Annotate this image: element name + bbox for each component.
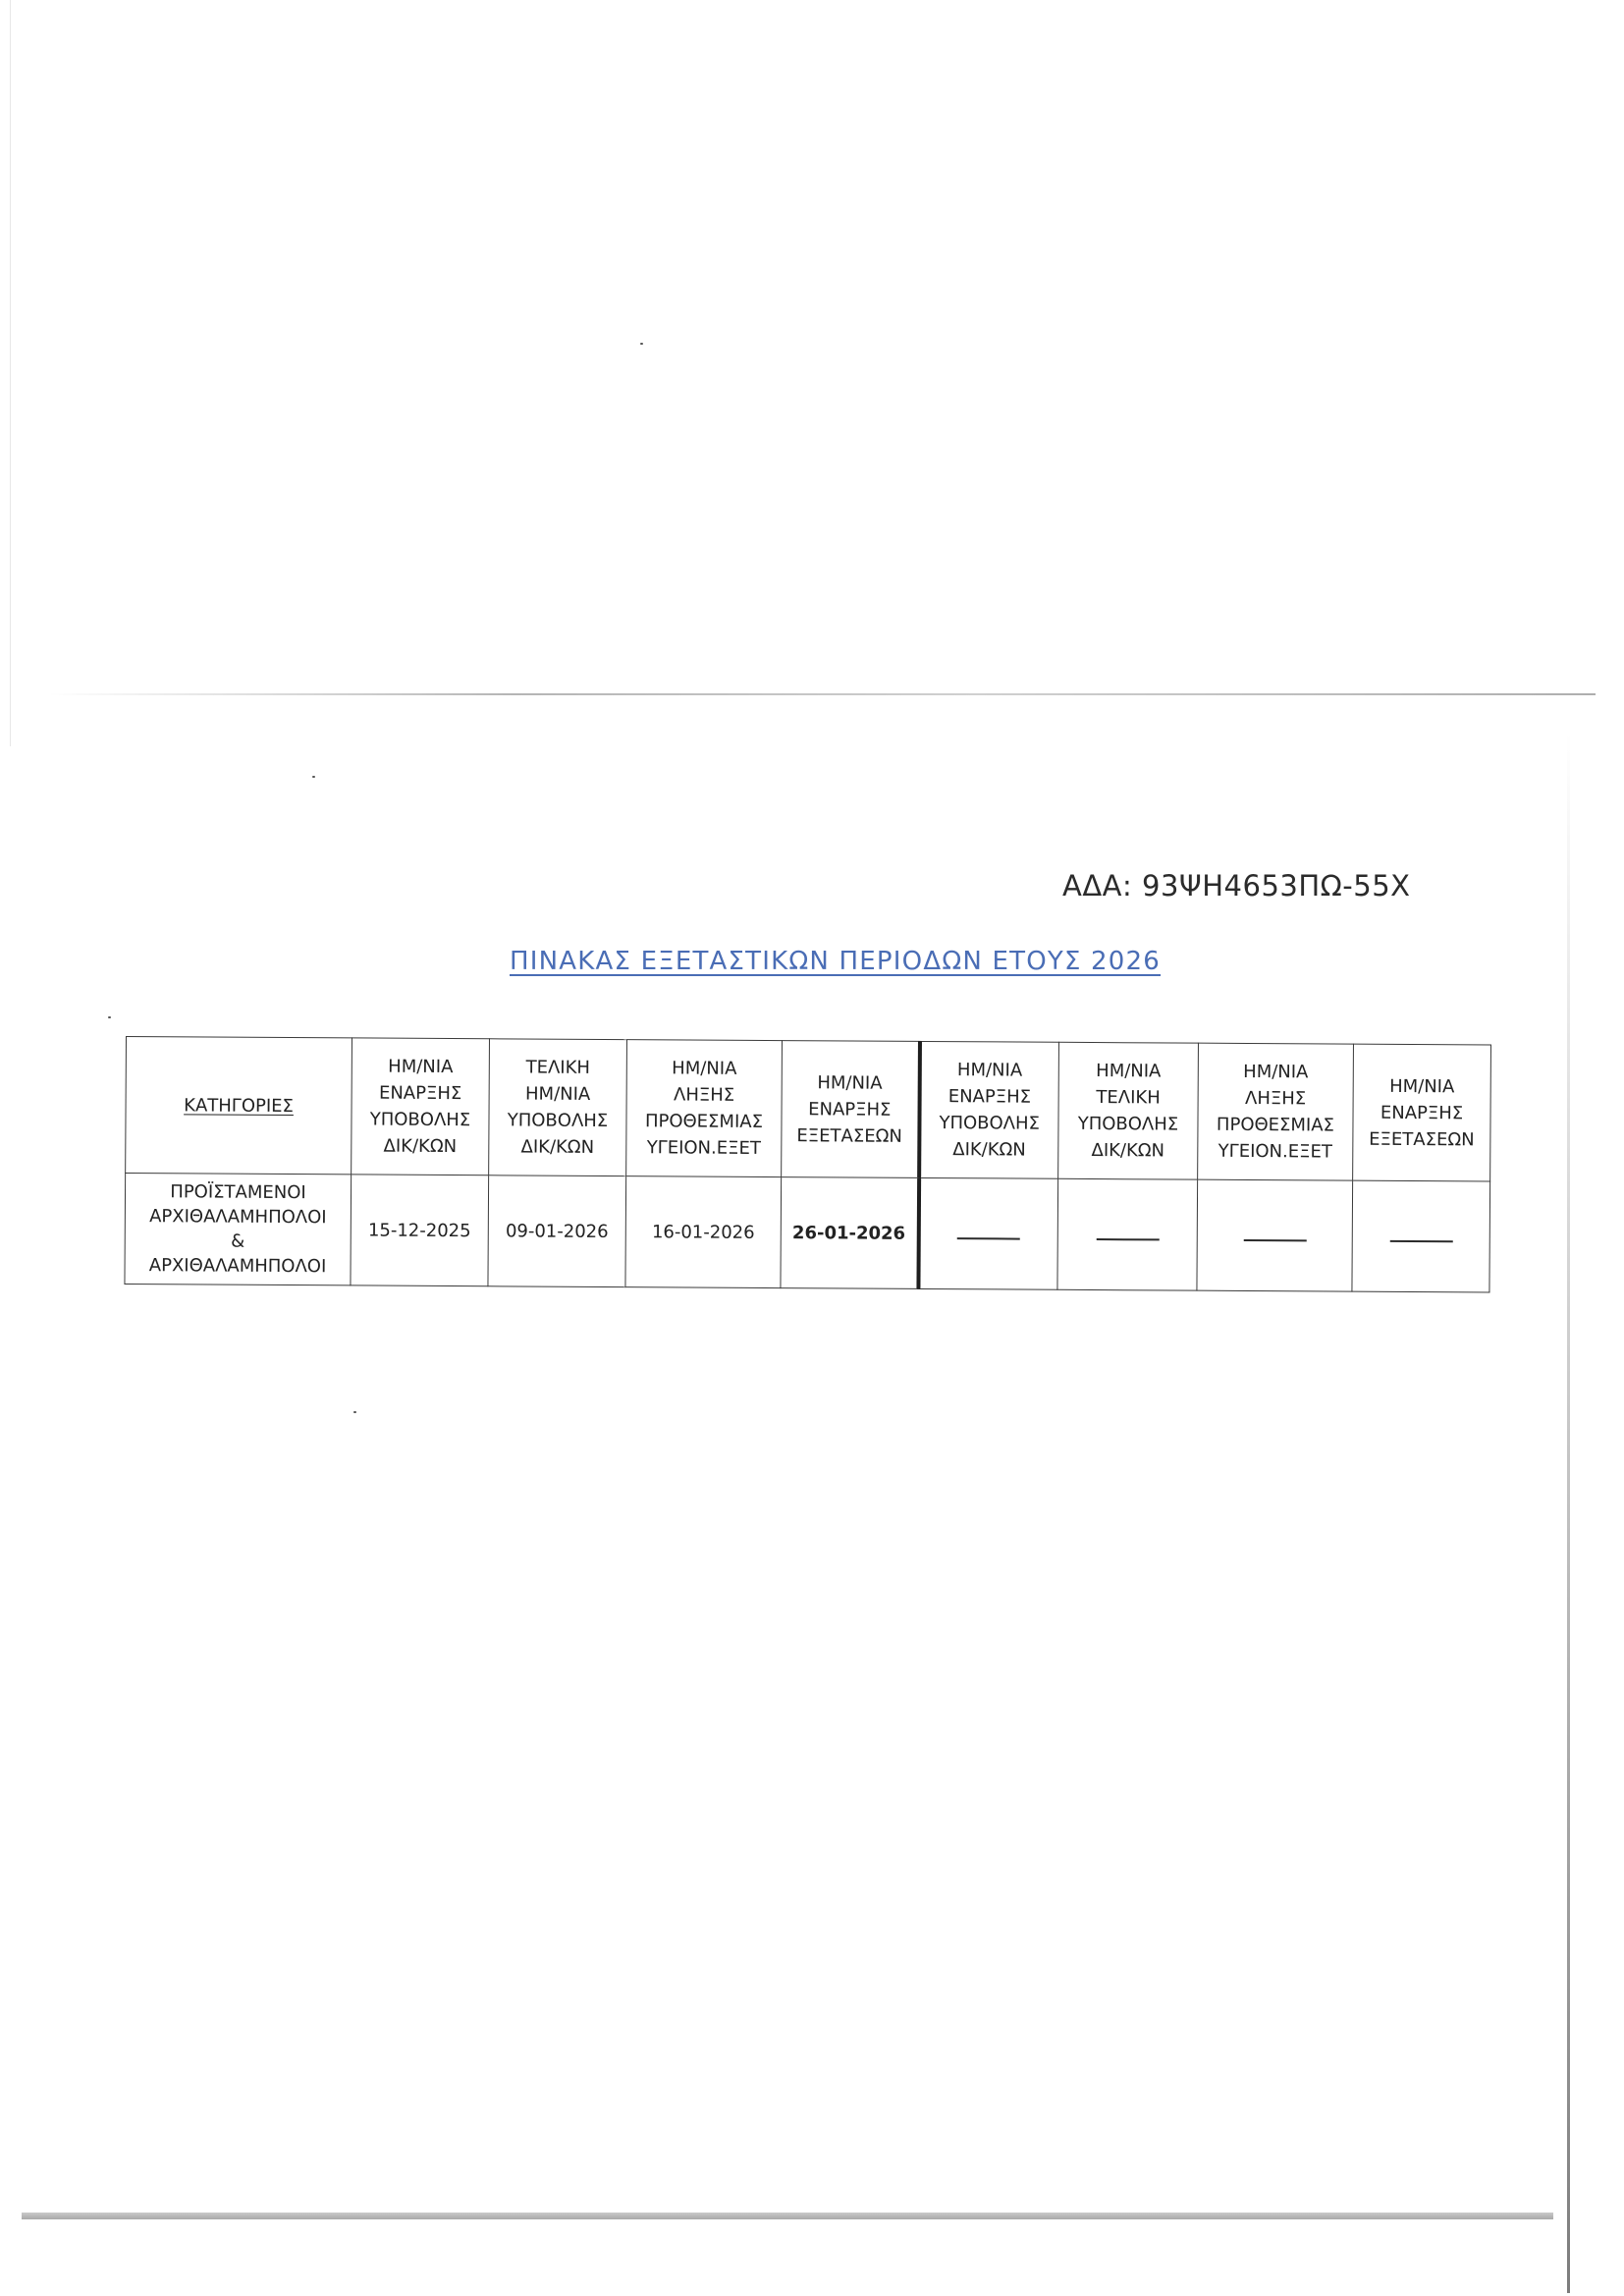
header-health-exam-deadline: ΗΜ/ΝΙΑ ΛΗΞΗΣ ΠΡΟΘΕΣΜΙΑΣ ΥΓΕΙΟΝ.ΕΞΕΤ	[626, 1040, 783, 1177]
header-categories: ΚΑΤΗΓΟΡΙΕΣ	[126, 1037, 352, 1175]
table-header-row	[126, 1037, 1491, 1181]
dash-mark	[1096, 1229, 1159, 1240]
dash-mark	[1389, 1230, 1452, 1241]
scan-speck	[312, 776, 315, 778]
date-final-submission: 09-01-2026	[488, 1175, 626, 1287]
empty-cell	[1197, 1179, 1353, 1291]
scan-speck	[108, 1016, 111, 1018]
date-exam-start: 26-01-2026	[781, 1177, 919, 1289]
header-start-submission: ΗΜ/ΝΙΑ ΕΝΑΡΞΗΣ ΥΠΟΒΟΛΗΣ ΔΙΚ/ΚΩΝ	[352, 1038, 490, 1175]
scan-edge-right	[1567, 732, 1570, 2293]
scan-edge-bottom	[22, 2213, 1553, 2219]
header-exam-start: ΗΜ/ΝΙΑ ΕΝΑΡΞΗΣ ΕΞΕΤΑΣΕΩΝ	[782, 1041, 920, 1178]
date-start-submission: 15-12-2025	[351, 1175, 489, 1286]
empty-cell	[918, 1177, 1058, 1289]
scan-edge-left	[10, 0, 11, 746]
date-health-exam-deadline: 16-01-2026	[625, 1176, 782, 1288]
dash-mark	[1243, 1229, 1306, 1240]
header-health-exam-deadline-2: ΗΜ/ΝΙΑ ΛΗΞΗΣ ΠΡΟΘΕΣΜΙΑΣ ΥΓΕΙΟΝ.ΕΞΕΤ	[1198, 1043, 1354, 1180]
header-final-submission-2: ΗΜ/ΝΙΑ ΤΕΛΙΚΗ ΥΠΟΒΟΛΗΣ ΔΙΚ/ΚΩΝ	[1058, 1042, 1199, 1179]
exam-periods-table	[124, 1036, 1491, 1292]
scan-fold-line	[49, 693, 1596, 695]
document-title: ΠΙΝΑΚΑΣ ΕΞΕΤΑΣΤΙΚΩΝ ΠΕΡΙΟΔΩΝ ΕΤΟΥΣ 2026	[510, 947, 1162, 976]
ada-code: ΑΔΑ: 93ΨΗ4653ΠΩ-55Χ	[1062, 869, 1411, 902]
header-start-submission-2: ΗΜ/ΝΙΑ ΕΝΑΡΞΗΣ ΥΠΟΒΟΛΗΣ ΔΙΚ/ΚΩΝ	[919, 1041, 1059, 1178]
empty-cell	[1057, 1178, 1198, 1290]
header-final-submission: ΤΕΛΙΚΗ ΗΜ/ΝΙΑ ΥΠΟΒΟΛΗΣ ΔΙΚ/ΚΩΝ	[489, 1039, 627, 1176]
table-row	[125, 1174, 1490, 1292]
dash-mark	[957, 1228, 1020, 1239]
scan-speck	[640, 343, 643, 345]
category-cell: ΠΡΟΪΣΤΑΜΕΝΟΙ ΑΡΧΙΘΑΛΑΜΗΠΟΛΟΙ & ΑΡΧΙΘΑΛΑΜΗΠΟΛΟΙ	[125, 1174, 352, 1285]
empty-cell	[1352, 1180, 1490, 1292]
scan-speck	[353, 1411, 356, 1413]
header-exam-start-2: ΗΜ/ΝΙΑ ΕΝΑΡΞΗΣ ΕΞΕΤΑΣΕΩΝ	[1353, 1044, 1491, 1181]
